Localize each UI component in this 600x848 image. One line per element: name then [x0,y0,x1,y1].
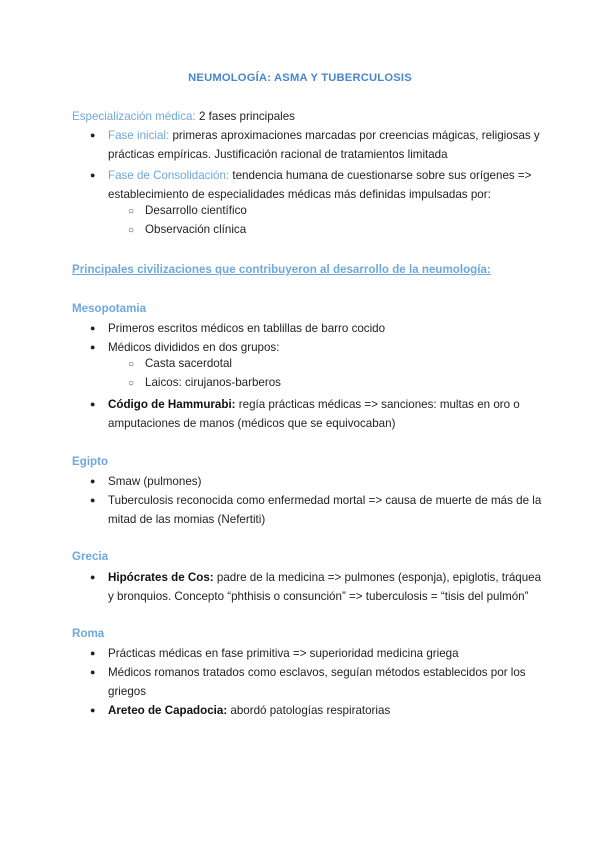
phase-label: Fase inicial: [108,129,170,142]
list-item: Areteo de Capadocia: abordó patologías respiratorias [108,704,391,717]
list-item: Fase inicial: primeras aproximaciones marcadas por creencias mágicas, religiosas y prácticas empíricas. Justificación racional de tratamientos limitada [108,129,540,161]
specialization-label: Especialización médica: [72,110,196,123]
sub-list-item: Desarrollo científico [145,204,247,217]
bullet-icon: ● [90,342,96,352]
list-item: Médicos divididos en dos grupos: [108,341,280,354]
bullet-icon: ● [90,667,96,677]
hollow-bullet-icon: ○ [128,225,135,236]
bullet-icon: ● [90,170,96,180]
section-heading-egipto: Egipto [72,455,109,468]
bullet-icon: ● [90,130,96,140]
list-item: Código de Hammurabi: regía prácticas médicas => sanciones: multas en oro o amputaciones de manos (médicos que se equivocaban) [108,398,520,430]
list-item: Médicos romanos tratados como esclavos, seguían métodos establecidos por los griegos [108,666,526,698]
bullet-icon: ● [90,495,96,505]
section-heading-roma: Roma [72,627,105,640]
hollow-bullet-icon: ○ [128,359,135,370]
bullet-icon: ● [90,572,96,582]
page-title: NEUMOLOGÍA: ASMA Y TUBERCULOSIS [188,72,412,84]
bullet-icon: ● [90,705,96,715]
list-item: Fase de Consolidación: tendencia humana de cuestionarse sobre sus orígenes => establecimiento de especialidades médicas más definidas impulsadas por: [108,169,532,201]
list-item: Hipócrates de Cos: padre de la medicina => pulmones (esponja), epiglotis, tráquea y bronquios. Concepto “phthisis o consunción” => tuberculosis = “tisis del pulmón” [108,571,542,603]
sub-list-item: Observación clínica [145,223,247,236]
sub-list-item: Casta sacerdotal [145,357,232,370]
specialization-text: 2 fases principales [195,110,295,123]
bullet-icon: ● [90,323,96,333]
sub-list-item: Laicos: cirujanos-barberos [145,376,281,389]
list-item: Prácticas médicas en fase primitiva => superioridad medicina griega [108,647,459,660]
specialization-line [72,107,295,126]
civilizations-heading: Principales civilizaciones que contribuyeron al desarrollo de la neumología: [72,263,491,276]
section-heading-mesopotamia: Mesopotamia [72,302,147,315]
hollow-bullet-icon: ○ [128,378,135,389]
list-item: Tuberculosis reconocida como enfermedad mortal => causa de muerte de más de la mitad de las momias (Nefertiti) [108,494,542,526]
hollow-bullet-icon: ○ [128,206,135,217]
list-item: Primeros escritos médicos en tablillas de barro cocido [108,322,386,335]
list-item: Smaw (pulmones) [108,475,202,488]
phase-label: Fase de Consolidación: [108,169,230,182]
bullet-icon: ● [90,648,96,658]
bullet-icon: ● [90,476,96,486]
section-heading-grecia: Grecia [72,550,109,563]
bullet-icon: ● [90,399,96,409]
